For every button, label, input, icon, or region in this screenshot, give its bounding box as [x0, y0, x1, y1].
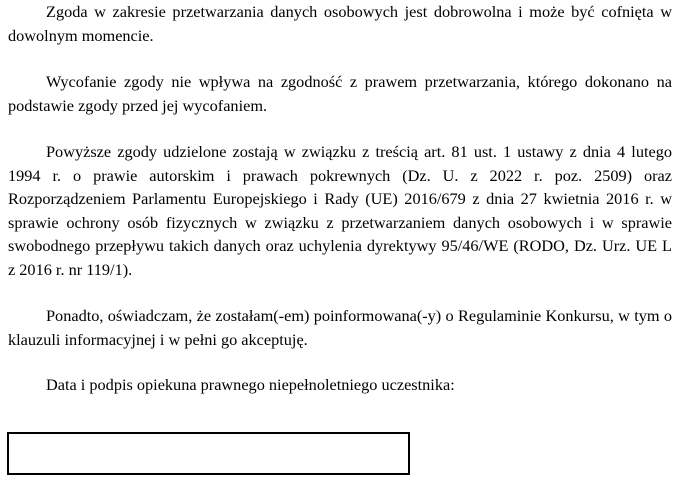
paragraph-consent-voluntary: Zgoda w zakresie przetwarzania danych osobowych jest dobrowolna i może być cofnięta w dowolnym momencie. [8, 2, 672, 45]
signature-field[interactable] [7, 432, 410, 475]
paragraph-withdrawal: Wycofanie zgody nie wpływa na zgodność z prawem przetwarzania, którego dokonano na podstawie zgody przed jej wycofaniem. [8, 72, 672, 115]
paragraph-regulations-acknowledgement: Ponadto, oświadczam, że zostałam(-em) poinformowana(-y) o Regulaminie Konkursu, w tym o klauzuli informacyjnej i w pełni go akceptuję. [8, 306, 672, 349]
consent-document [8, 0, 672, 397]
paragraph-legal-basis: Powyższe zgody udzielone zostają w związku z treścią art. 81 ust. 1 ustawy z dnia 4 lutego 1994 r. o prawie autorskim i prawach pokrewnych (Dz. U. z 2022 r. poz. 2509) oraz Rozporządzeniem Parlamentu Europejskiego i Rady (UE) 2016/679 z dnia 27 kwietnia 2016 r. w sprawie ochrony osób fizycznych w związku z przetwarzaniem danych osobowych i w sprawie swobodnego przepływu takich danych oraz uchylenia dyrektywy 95/46/WE (RODO, Dz. Urz. UE L z 2016 r. nr 119/1). [8, 142, 672, 279]
signature-label: Data i podpis opiekuna prawnego niepełnoletniego uczestnika: [46, 375, 455, 394]
